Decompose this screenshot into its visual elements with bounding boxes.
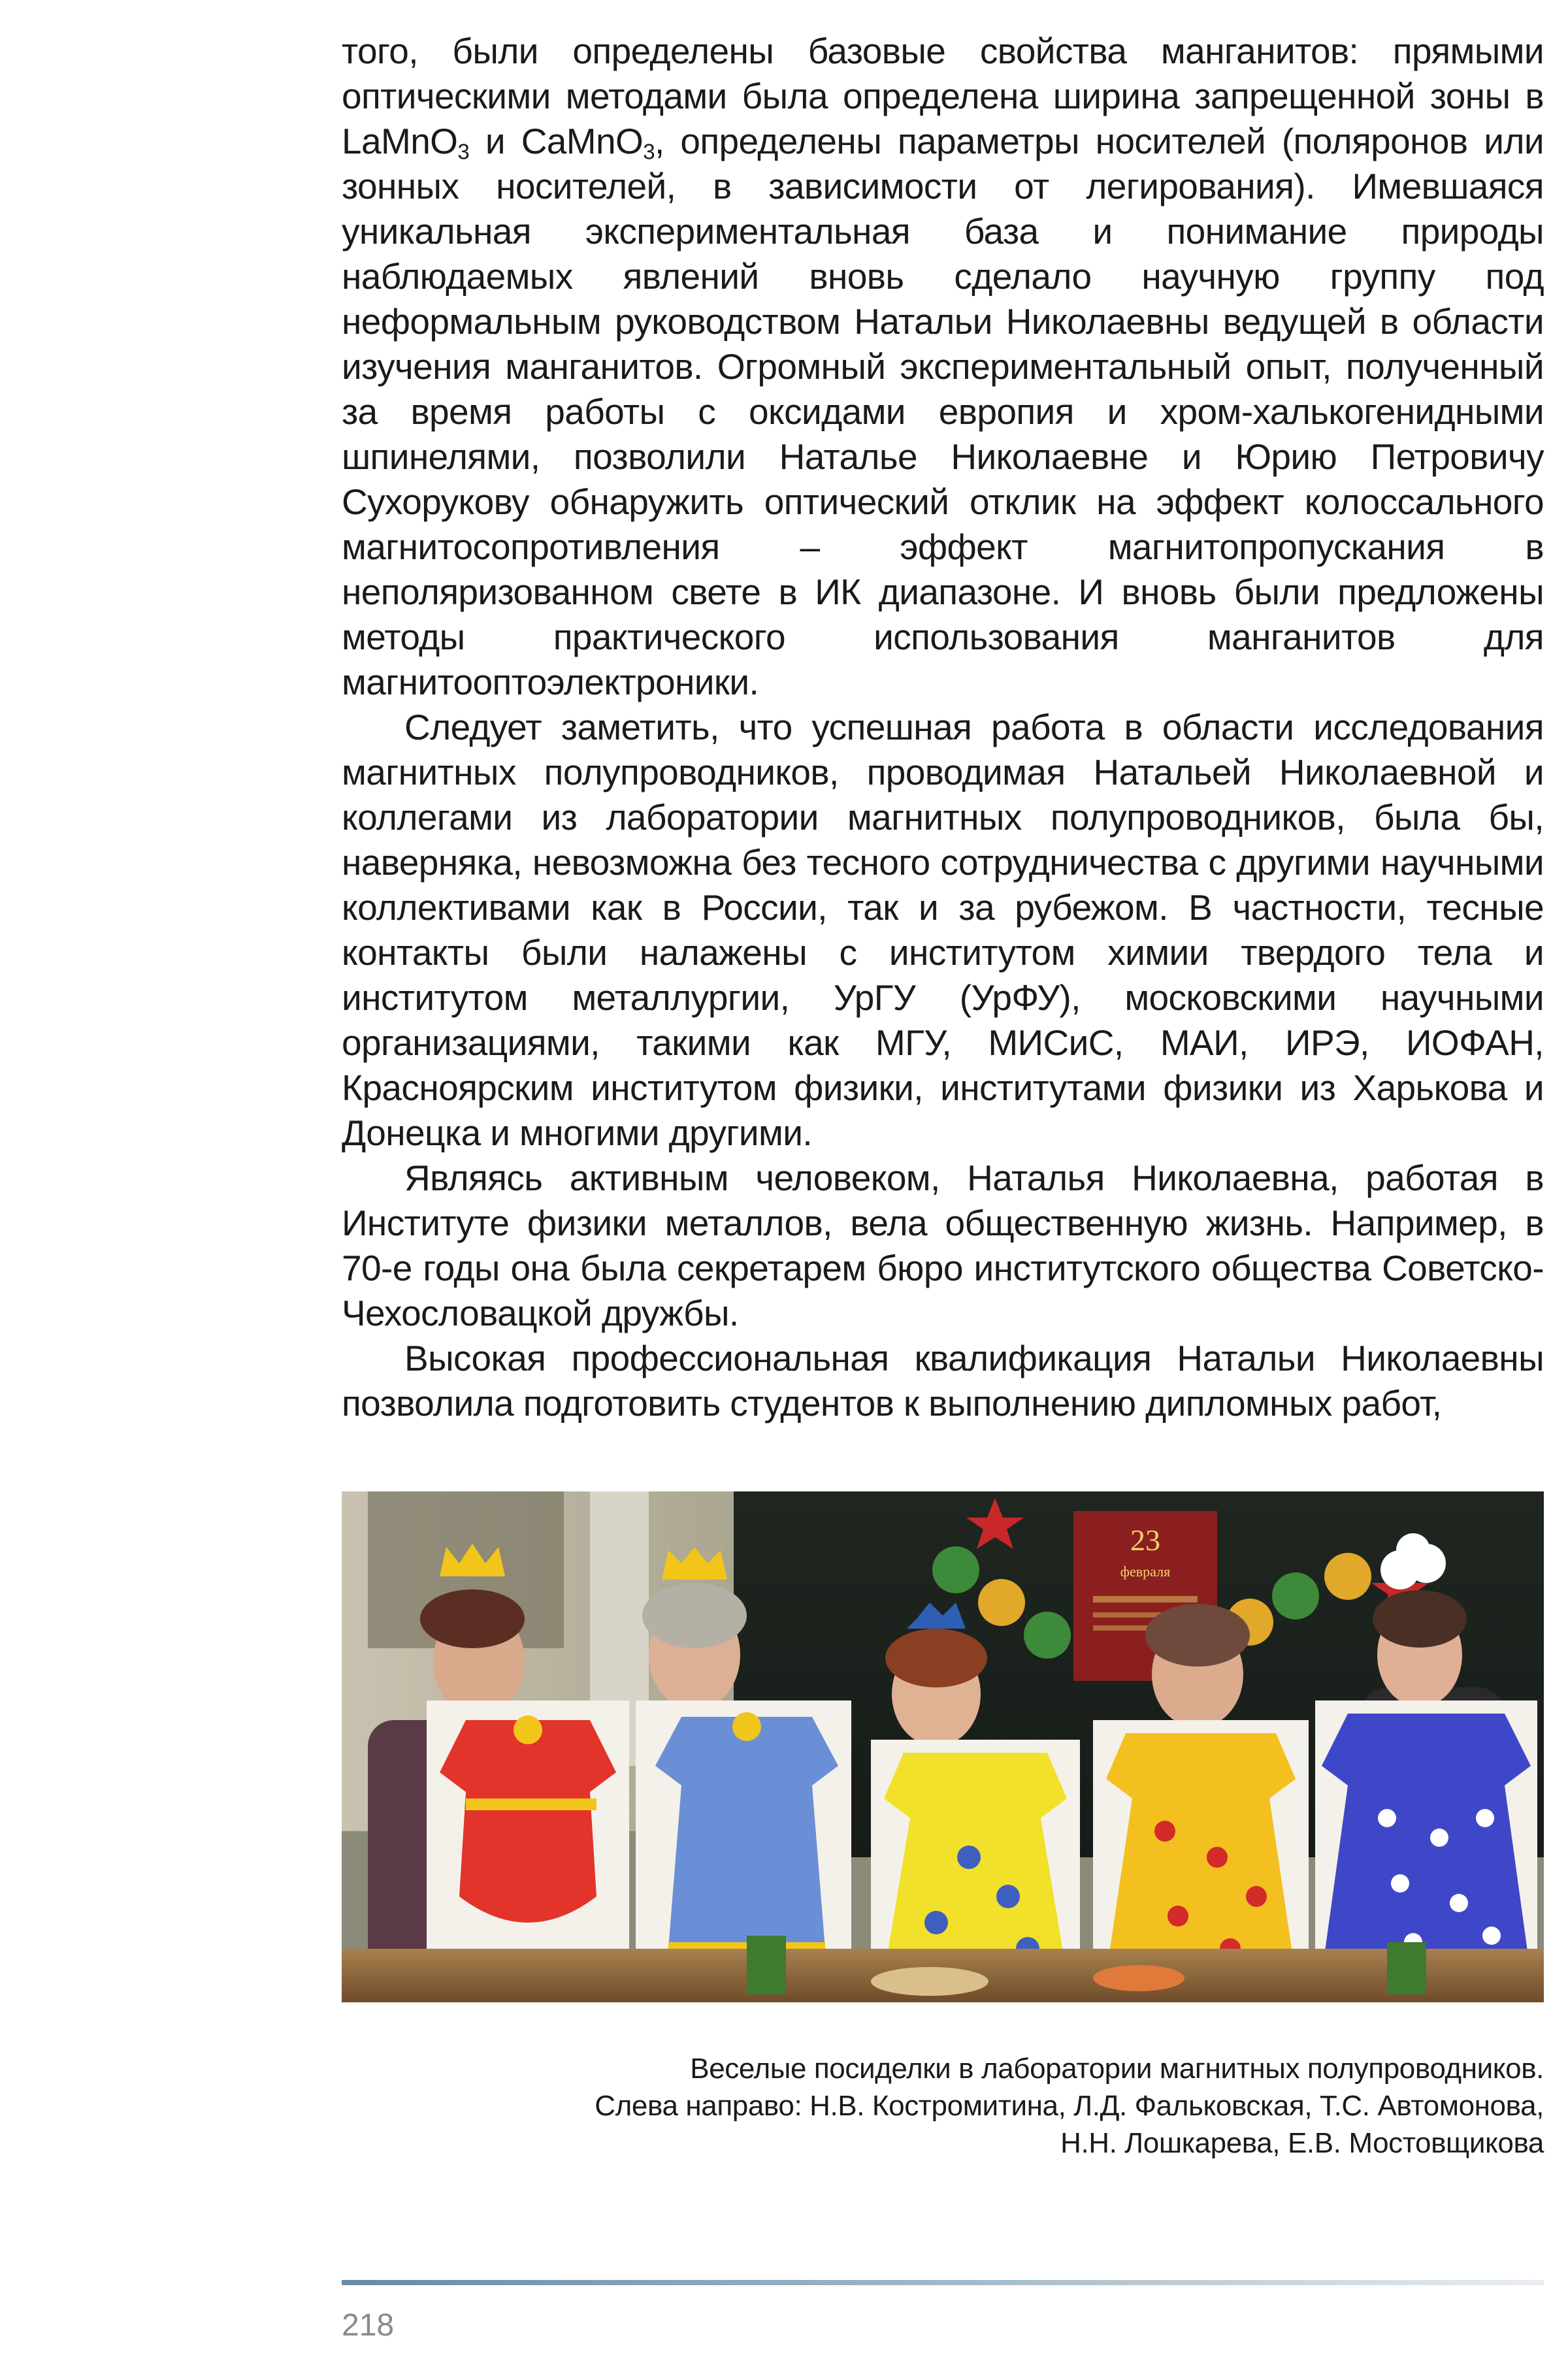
group-photo-illustration: [342, 1491, 1544, 2002]
poster-date: 23: [1130, 1523, 1160, 1557]
poster-month: февраля: [1120, 1563, 1171, 1580]
footer-rule: [342, 2280, 1544, 2285]
caption-line-3: Н.Н. Лошкарева, Е.В. Мостовщикова: [1060, 2127, 1544, 2159]
page-number: 218: [342, 2308, 395, 2343]
caption-line-2: Слева направо: Н.В. Костромитина, Л.Д. Фальковская, Т.С. Автомонова,: [595, 2090, 1544, 2122]
group-photo: [342, 1491, 1544, 2002]
paragraph-4: Высокая профессиональная квалификация Натальи Николаевны позволила подготовить студентов к выполнению дипломных работ,: [342, 1338, 1544, 1424]
paragraph-2: Следует заметить, что успешная работа в области исследования магнитных полупроводников, проводимая Натальей Николаевной и коллегами из лаборатории магнитных полупроводников, была бы, наверняка, невозможна без тесного сотрудничества с другими научными коллективами как в России, так и за рубежом. В частности, тесные контакты были налажены с институтом химии твердого тела и институтом металлургии, УрГУ (УрФУ), московскими научными организациями, такими как МГУ, МИСиС, МАИ, ИРЭ, ИОФАН, Красноярским институтом физики, институтами физики из Харькова и Донецка и многими другими.: [342, 707, 1544, 1153]
photo-caption: [342, 2050, 1544, 2162]
paragraph-1: того, были определены базовые свойства манганитов: прямыми оптическими методами была определена ширина запрещенной зоны в LaMnO$_3$ и CaMnO$_3$, определены параметры носителей (поляронов или зонных носителей, в зависимости от легирования). Имевшаяся уникальная экспериментальная база и понимание природы наблюдаемых явлений вновь сделало научную группу под неформальным руководством Натальи Николаевны ведущей в области изучения манганитов. Огромный экспериментальный опыт, полученный за время работы с оксидами европия и хром-халькогенидными шпинелями, позволили Наталье Николаевне и Юрию Петровичу Сухорукову обнаружить оптический отклик на эффект колоссального магнитосопротивления – эффект магнитопропускания в неполяризованном свете в ИК диапазоне. И вновь были предложены методы практического использования манганитов для магнитооптоэлектроники.: [342, 31, 1544, 702]
caption-line-1: Веселые посиделки в лаборатории магнитных полупроводников.: [690, 2053, 1544, 2085]
body-text: [342, 29, 1544, 1426]
paragraph-3: Являясь активным человеком, Наталья Николаевна, работая в Институте физики металлов, вела общественную жизнь. Например, в 70-е годы она была секретарем бюро институтского общества Советско-Чехословацкой дружбы.: [342, 1158, 1544, 1333]
